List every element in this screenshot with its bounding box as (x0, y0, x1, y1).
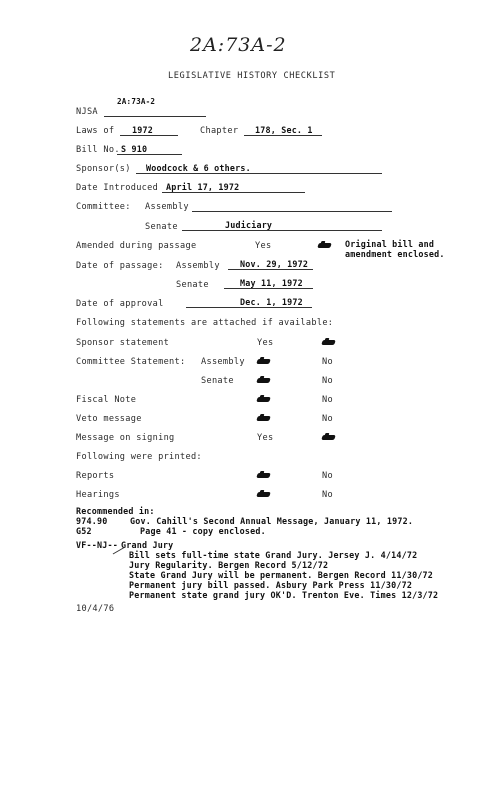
sponsor-statement-label: Sponsor statement (76, 338, 170, 348)
printed-heading: Following were printed: (76, 452, 202, 462)
introduced-label: Date Introduced (76, 183, 159, 193)
sponsor-value: Woodcock & 6 others. (146, 163, 251, 173)
bill-label: Bill No. (76, 145, 120, 155)
bill-value: S 910 (121, 144, 148, 154)
footer-date: 10/4/76 (76, 604, 115, 614)
passage-senate-label: Senate (176, 280, 209, 290)
recommended-heading: Recommended in: (76, 506, 155, 516)
committee-senate-label: Senate (145, 222, 178, 232)
redaction-mark (256, 492, 271, 497)
message-on-signing-yes: Yes (257, 433, 274, 443)
approval-value: Dec. 1, 1972 (240, 297, 303, 307)
amended-label: Amended during passage (76, 241, 197, 251)
veto-message-no: No (322, 414, 333, 424)
recommended-code-2: G52 (76, 526, 92, 536)
committee-statement-assembly-no: No (322, 357, 333, 367)
chapter-value: 178, Sec. 1 (255, 125, 313, 135)
clipping-item: Permanent jury bill passed. Asbury Park Press 11/30/72 (129, 580, 413, 590)
fiscal-note-no: No (322, 395, 333, 405)
hearings-label: Hearings (76, 490, 120, 500)
amended-yes: Yes (255, 241, 272, 251)
amended-note-line2: amendment enclosed. (345, 249, 445, 259)
veto-message-label: Veto message (76, 414, 142, 424)
message-on-signing-label: Message on signing (76, 433, 175, 443)
statements-heading: Following statements are attached if available: (76, 318, 334, 328)
passage-assembly-label: Assembly (176, 261, 220, 271)
page-title: LEGISLATIVE HISTORY CHECKLIST (168, 71, 336, 81)
clipping-subject: Grand Jury (121, 540, 174, 550)
laws-value: 1972 (132, 125, 153, 135)
recommended-code-1: 974.90 (76, 516, 108, 526)
redaction-mark (256, 416, 271, 421)
clipping-item: Bill sets full-time state Grand Jury. Jersey J. 4/14/72 (129, 550, 418, 560)
redaction-mark (256, 359, 271, 364)
sponsor-statement-yes: Yes (257, 338, 274, 348)
passage-senate-line (224, 288, 313, 289)
passage-assembly-value: Nov. 29, 1972 (240, 259, 309, 269)
committee-senate-value: Judiciary (225, 220, 273, 230)
laws-label: Laws of (76, 126, 115, 136)
committee-statement-senate-no: No (322, 376, 333, 386)
chapter-line (244, 135, 322, 136)
njsa-label: NJSA (76, 107, 98, 117)
committee-assembly-line (192, 211, 392, 212)
laws-line (120, 135, 178, 136)
passage-assembly-line (228, 269, 313, 270)
redaction-mark (321, 435, 336, 440)
passage-label: Date of passage: (76, 261, 164, 271)
njsa-value: 2A:73A-2 (117, 97, 156, 106)
chapter-label: Chapter (200, 126, 239, 136)
redaction-mark (256, 397, 271, 402)
redaction-mark (321, 340, 336, 345)
committee-statement-senate-label: Senate (201, 376, 234, 386)
committee-senate-line (182, 230, 382, 231)
njsa-line (104, 116, 206, 117)
approval-label: Date of approval (76, 299, 164, 309)
amended-note-line1: Original bill and (345, 239, 435, 249)
reports-label: Reports (76, 471, 115, 481)
introduced-value: April 17, 1972 (166, 182, 240, 192)
recommended-text-2: Page 41 - copy enclosed. (140, 526, 266, 536)
committee-statement-assembly-label: Assembly (201, 357, 245, 367)
clipping-item: Permanent state grand jury OK'D. Trenton Eve. Times 12/3/72 (129, 590, 439, 600)
clipping-item: State Grand Jury will be permanent. Bergen Record 11/30/72 (129, 570, 434, 580)
passage-senate-value: May 11, 1972 (240, 278, 303, 288)
clipping-item: Jury Regularity. Bergen Record 5/12/72 (129, 560, 329, 570)
committee-statement-label: Committee Statement: (76, 357, 186, 367)
clipping-file-prefix: VF--NJ-- (76, 540, 118, 550)
fiscal-note-label: Fiscal Note (76, 395, 137, 405)
introduced-line (162, 192, 305, 193)
redaction-mark (256, 473, 271, 478)
approval-line (186, 307, 312, 308)
sponsor-label: Sponsor(s) (76, 164, 131, 174)
sponsor-line (136, 173, 382, 174)
committee-assembly-label: Assembly (145, 202, 189, 212)
handwritten-statute-number: 2A:73A-2 (190, 34, 287, 56)
bill-line (117, 154, 182, 155)
reports-no: No (322, 471, 333, 481)
committee-label: Committee: (76, 202, 131, 212)
redaction-mark (317, 243, 332, 248)
redaction-mark (256, 378, 271, 383)
hearings-no: No (322, 490, 333, 500)
recommended-text-1: Gov. Cahill's Second Annual Message, January 11, 1972. (130, 516, 414, 526)
